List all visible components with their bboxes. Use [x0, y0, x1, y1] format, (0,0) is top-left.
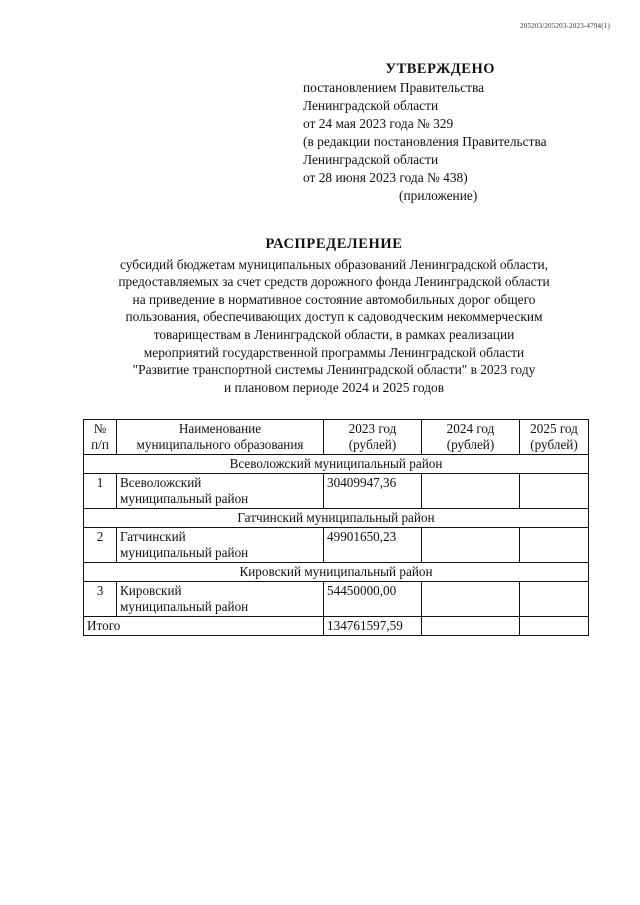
- row-2025: [520, 474, 589, 509]
- title-heading: РАСПРЕДЕЛЕНИЕ: [265, 236, 403, 252]
- title-line: субсидий бюджетам муниципальных образований Ленинградской области,: [120, 256, 548, 272]
- approval-line: Ленинградской области: [303, 152, 439, 167]
- approval-line: от 28 июня 2023 года № 438): [303, 170, 468, 185]
- table-row: [84, 582, 589, 617]
- title-line: предоставляемых за счет средств дорожного фонда Ленинградской области: [118, 274, 550, 290]
- approval-appendix: (приложение): [399, 188, 478, 203]
- district-name: Кировский муниципальный район: [84, 563, 589, 582]
- header-2024: 2024 год (рублей): [422, 420, 520, 455]
- row-num: 2: [84, 528, 117, 563]
- table-row: [84, 528, 589, 563]
- title-line: мероприятий государственной программы Ленинградской области: [143, 344, 525, 360]
- approval-line: постановлением Правительства: [303, 80, 485, 95]
- document-title: [60, 236, 608, 396]
- header-num: № п/п: [84, 420, 117, 455]
- title-line: "Развитие транспортной системы Ленинградской области" в 2023 году: [132, 362, 536, 378]
- row-name: Кировский муниципальный район: [117, 582, 324, 617]
- district-name: Гатчинский муниципальный район: [84, 509, 589, 528]
- district-row: [84, 509, 589, 528]
- total-label: Итого: [84, 617, 324, 636]
- row-num: 3: [84, 582, 117, 617]
- row-name: Гатчинский муниципальный район: [117, 528, 324, 563]
- row-2024: [422, 582, 520, 617]
- total-row: [84, 617, 589, 636]
- table-header-row: [84, 420, 589, 455]
- approval-line: Ленинградской области: [303, 98, 439, 113]
- row-num: 1: [84, 474, 117, 509]
- approval-line: (в редакции постановления Правительства: [303, 134, 547, 149]
- district-row: [84, 455, 589, 474]
- header-2023: 2023 год (рублей): [324, 420, 422, 455]
- header-2025: 2025 год (рублей): [520, 420, 589, 455]
- district-row: [84, 563, 589, 582]
- row-2023: 54450000,00: [324, 582, 422, 617]
- title-line: пользования, обеспечивающих доступ к садоводческим некоммерческим: [125, 309, 543, 325]
- row-2023: 30409947,36: [324, 474, 422, 509]
- title-line: товариществам в Ленинградской области, в рамках реализации: [153, 326, 515, 342]
- row-2023: 49901650,23: [324, 528, 422, 563]
- row-2024: [422, 528, 520, 563]
- row-2024: [422, 474, 520, 509]
- document-id: 205203/205203-2023-4794(1): [520, 22, 610, 30]
- approval-line: от 24 мая 2023 года № 329: [303, 116, 454, 131]
- row-2025: [520, 528, 589, 563]
- total-2023: 134761597,59: [324, 617, 422, 636]
- approval-heading: УТВЕРЖДЕНО: [385, 61, 495, 77]
- title-line: и плановом периоде 2024 и 2025 годов: [223, 379, 445, 395]
- distribution-table: [83, 419, 589, 636]
- table-row: [84, 474, 589, 509]
- total-2025: [520, 617, 589, 636]
- row-2025: [520, 582, 589, 617]
- approval-stamp: [303, 60, 613, 205]
- total-2024: [422, 617, 520, 636]
- header-name: Наименование муниципального образования: [117, 420, 324, 455]
- district-name: Всеволожский муниципальный район: [84, 455, 589, 474]
- row-name: Всеволожский муниципальный район: [117, 474, 324, 509]
- title-line: на приведение в нормативное состояние автомобильных дорог общего: [132, 291, 536, 307]
